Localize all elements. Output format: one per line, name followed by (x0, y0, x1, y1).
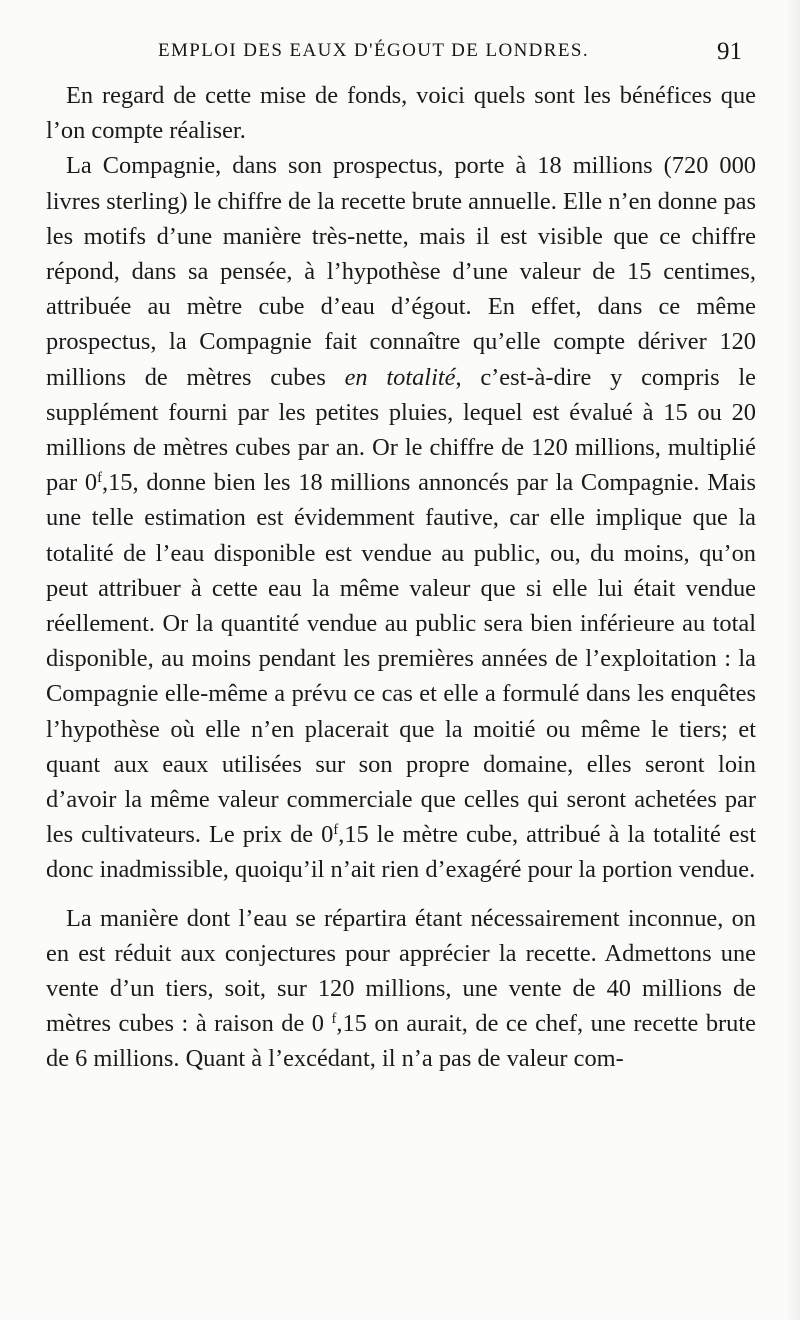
paragraph-1 (46, 78, 756, 148)
superscript-franc: f (331, 1011, 337, 1028)
page-edge-shadow (786, 0, 800, 1320)
body-text (46, 78, 756, 1077)
text-segment: ,15, donne bien les 18 millions annoncés par la Compagnie. Mais une telle estimation est évidemment fautive, car elle implique que la totalité de l’eau disponible est vendue au public, ou, du moins, qu’on peut attribuer à cette eau la même valeur que si elle lui était vendue réellement. Or la quantité vendue au public sera bien inférieure au total disponible, au moins pendant les premières années de l’exploitation : la Compagnie elle-même a prévu ce cas et elle a formulé dans les enquêtes l’hypothèse où elle n’en placerait que la moitié ou même le tiers; et quant aux eaux utilisées sur son propre domaine, elles seront loin d’avoir la même valeur commerciale que celles qui seront achetées par les cultivateurs. Le prix de 0 (46, 469, 757, 849)
running-title: EMPLOI DES EAUX D'ÉGOUT DE LONDRES. (158, 40, 590, 61)
superscript-franc: f (97, 470, 102, 487)
page-number: 91 (717, 38, 742, 65)
paragraph-2 (46, 148, 756, 887)
text-segment: ,15 le mètre cube, attribué à la totalité est donc inadmissible, quoiqu’il n’ait rien d’exagéré pour la portion vendue. (46, 821, 756, 884)
text-segment: En regard de cette mise de fonds, voici quels sont les bénéfices que l’on compte réaliser. (46, 82, 756, 145)
italic-text: en totalité (344, 363, 456, 391)
paragraph-3 (46, 901, 756, 1077)
page-header (0, 38, 800, 68)
text-segment: , c’est-à-dire y compris le supplément fourni par les petites pluies, lequel est évalué à 15 ou 20 millions de mètres cubes par an. Or le chiffre de 120 millions, multiplié par 0 (46, 363, 757, 497)
text-segment: La manière dont l’eau se répartira étant nécessairement inconnue, on en est réduit aux conjectures pour apprécier la recette. Admettons une vente d’un tiers, soit, sur 120 millions, une vente de 40 millions de mètres cubes : à raison de 0 (46, 904, 756, 1038)
text-segment: ,15 on aurait, de ce chef, une recette brute de 6 millions. Quant à l’excédant, il n’a pas de valeur com- (46, 1010, 756, 1073)
text-segment: La Compagnie, dans son prospectus, porte à 18 millions (720 000 livres sterling) le chiffre de la recette brute annuelle. Elle n’en donne pas les motifs d’une manière très-nette, mais il est visible que ce chiffre répond, dans sa pensée, à l’hypothèse d’une valeur de 15 centimes, attribuée au mètre cube d’eau d’égout. En effet, dans ce même prospectus, la Compagnie fait connaître qu’elle compte dériver 120 millions de mètres cubes (46, 152, 756, 391)
superscript-franc: f (333, 822, 339, 839)
